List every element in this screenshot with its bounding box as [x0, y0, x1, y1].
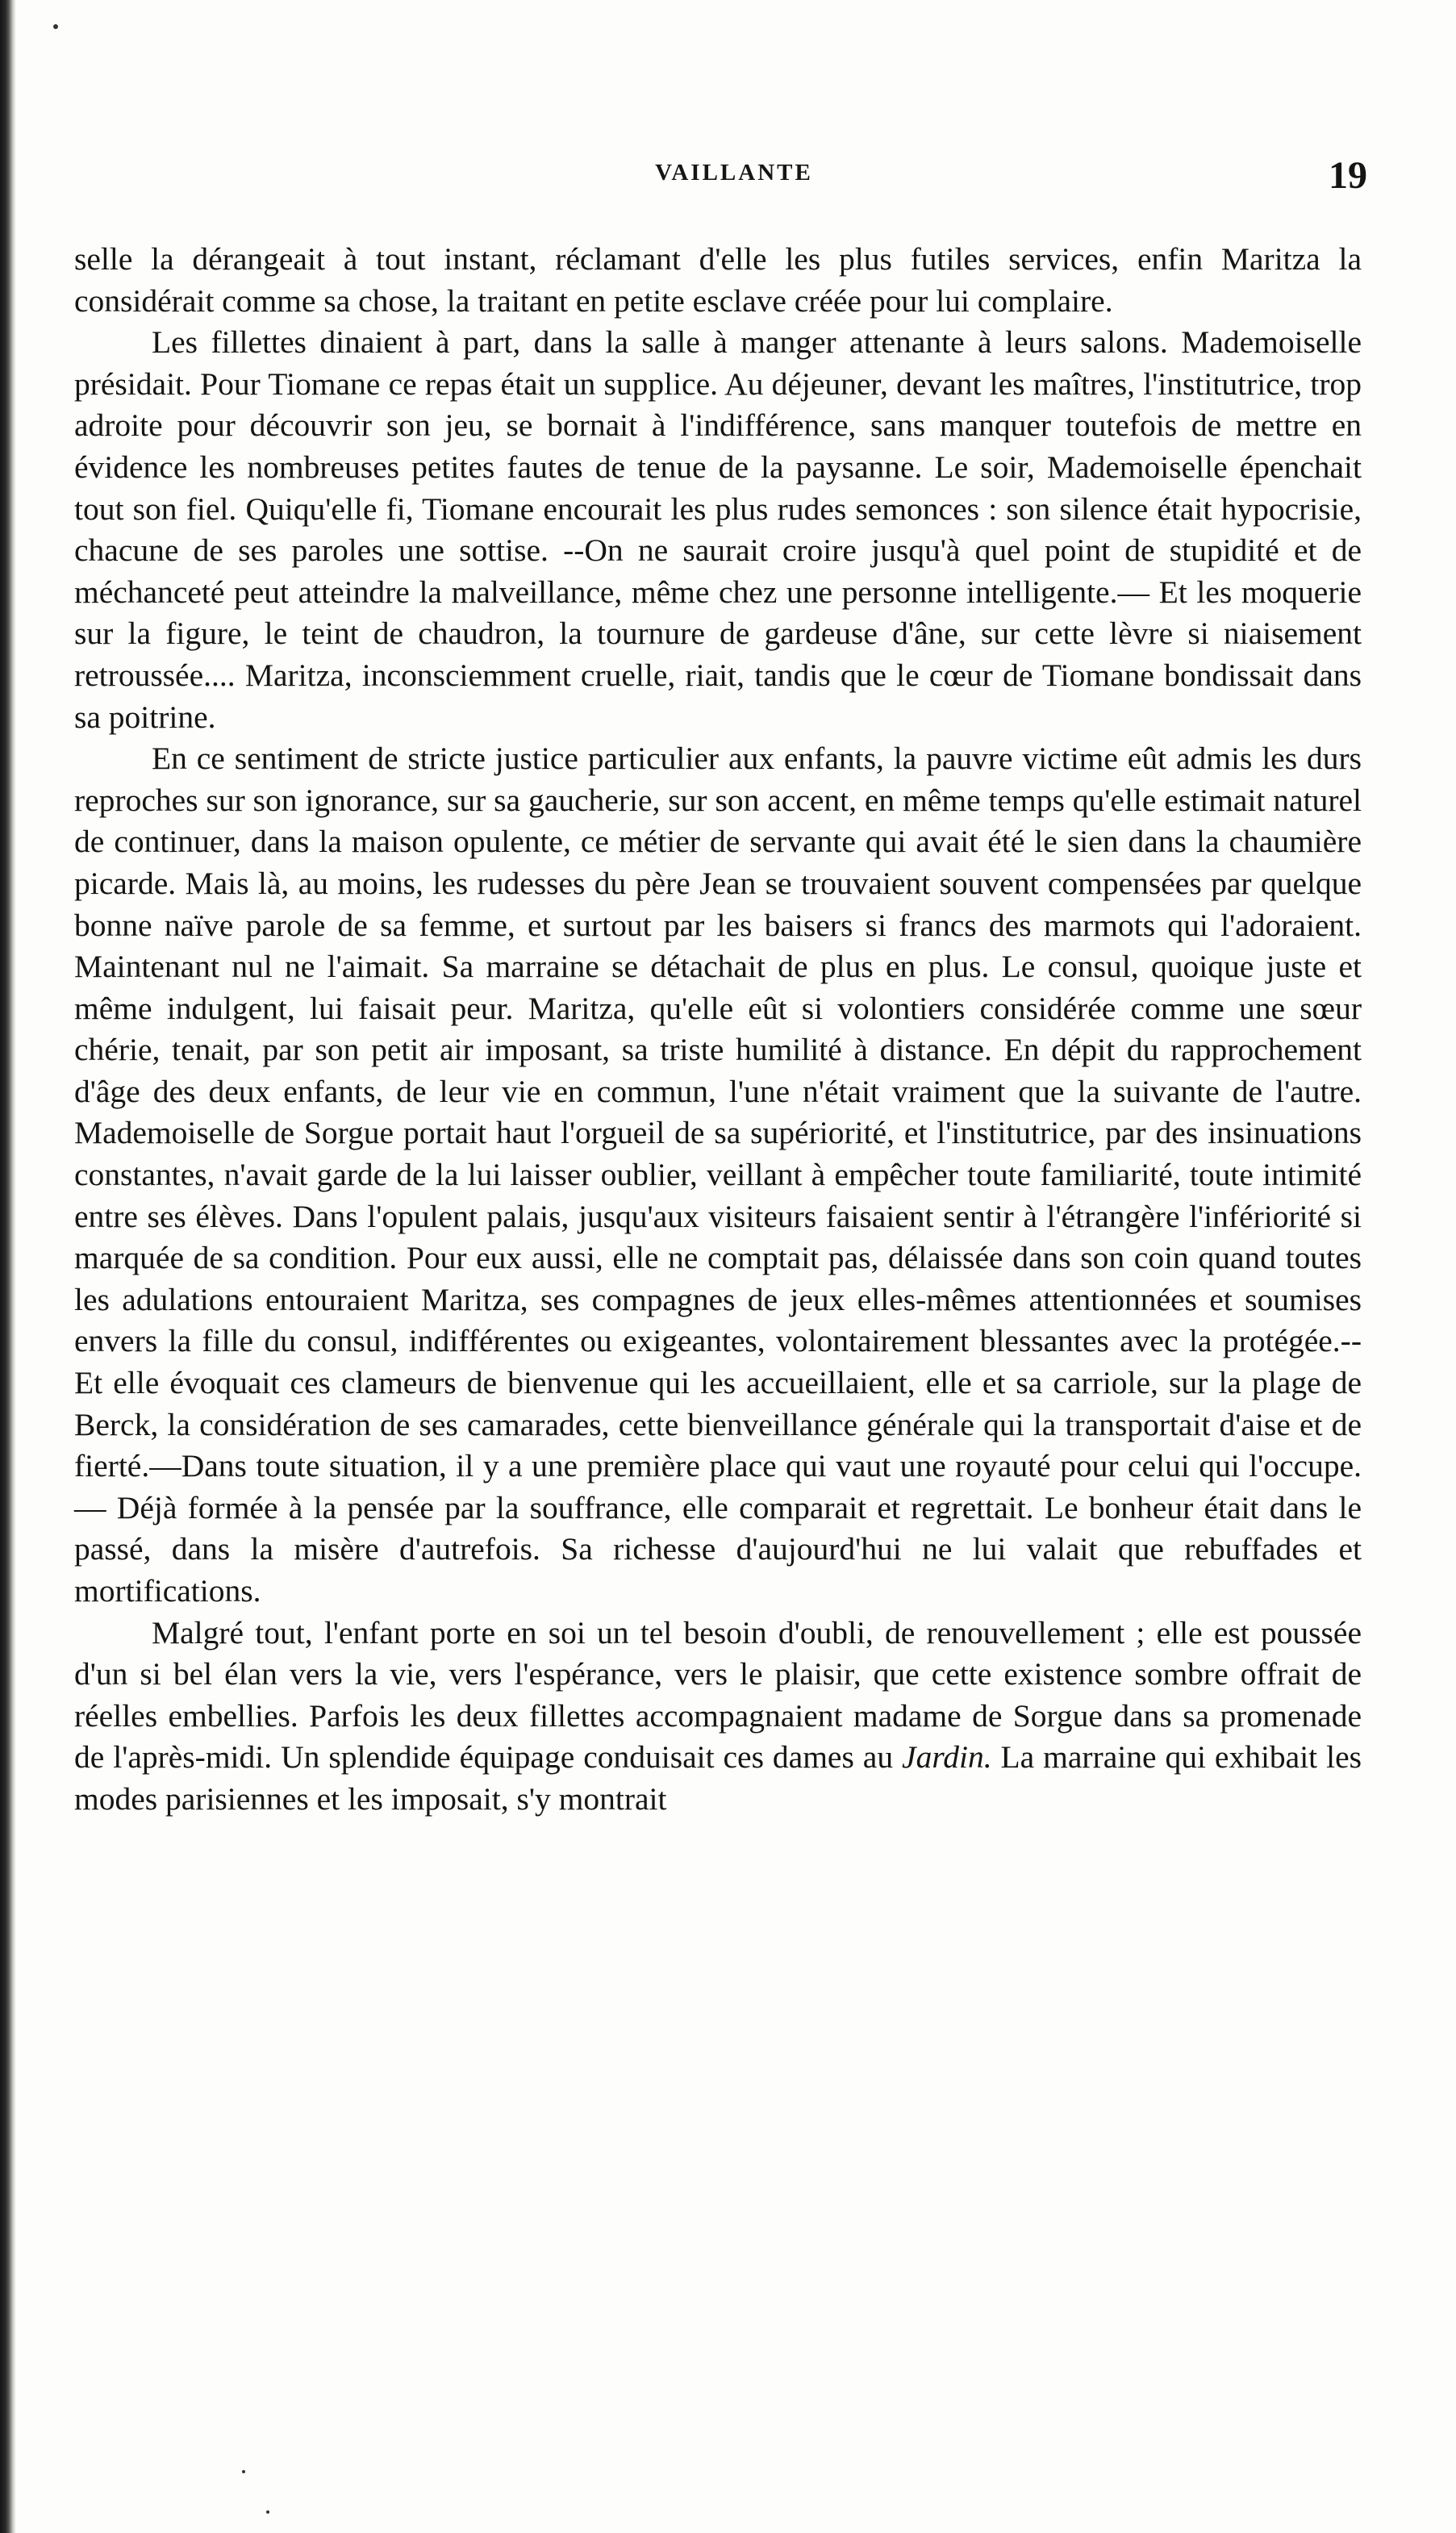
ink-speck — [242, 2470, 245, 2473]
paragraph: Les fillettes dinaient à part, dans la salle à manger attenante à leurs salons. Mademoiselle présidait. Pour Tiomane ce repas était un supplice. Au déjeuner, devant les maîtres, l'institutrice, trop adroite pour découvrir son jeu, se bornait à l'indifférence, sans manquer toutefois de mettre en évidence les nombreuses petites fautes de tenue de la paysanne. Le soir, Mademoiselle épenchait tout son fiel. Quiqu'elle fi, Tiomane encourait les plus rudes semonces : son silence était hypocrisie, chacune de ses paroles une sottise. --On ne saurait croire jusqu'à quel point de stupidité et de méchanceté peut atteindre la malveillance, même chez une personne intelligente.— Et les moquerie sur la figure, le teint de chaudron, la tournure de gardeuse d'âne, sur cette lèvre si niaisement retroussée.... Maritza, inconsciemment cruelle, riait, tandis que le cœur de Tiomane bondissait dans sa poitrine. — [74, 324, 1362, 735]
paragraph: En ce sentiment de stricte justice particulier aux enfants, la pauvre victime eût admis les durs reproches sur son ignorance, sur sa gaucherie, sur son accent, en même temps qu'elle estimait naturel de continuer, dans la maison opulente, ce métier de servante qui avait été le sien dans la chaumière picarde. Mais là, au moins, les rudesses du père Jean se trouvaient souvent compensées par quelque bonne naïve parole de sa femme, et surtout par les baisers si francs des marmots qui l'adoraient. Maintenant nul ne l'aimait. Sa marraine se détachait de plus en plus. Le consul, quoique juste et même indulgent, lui faisait peur. Maritza, qu'elle eût si volontiers considérée comme une sœur chérie, tenait, par son petit air imposant, sa triste humilité à distance. En dépit du rapprochement d'âge des deux enfants, de leur vie en commun, l'une n'était vraiment que la suivante de l'autre. Mademoiselle de Sorgue portait haut l'orgueil de sa supériorité, et l'institutrice, par des insinuations constantes, n'avait garde de la lui laisser oublier, veillant à empêcher toute familiarité, toute intimité entre ses élèves. Dans l'opulent palais, jusqu'aux visiteurs faisaient sentir à l'étrangère l'infériorité si marquée de sa condition. Pour eux aussi, elle ne comptait pas, délaissée dans son coin quand toutes les adulations entouraient Maritza, ses compagnes de jeux elles-mêmes attentionnées et soumises envers la fille du consul, indifférentes ou exigeantes, volontairement blessantes avec la protégée.-- Et elle évoquait ces clameurs de bienvenue qui les accueillaient, elle et sa carriole, sur la plage de Berck, la considération de ses camarades, cette bienveillance générale qui la transportait d'aise et de fierté.—Dans toute situation, il y a une première place qui vaut une royauté pour celui qui l'occupe.— Déjà formée à la pensée par la souffrance, elle comparait et regrettait. Le bonheur était dans le passé, dans la misère d'autrefois. Sa richesse d'aujourd'hui ne lui valait que rebuffades et mortifications. — [74, 741, 1362, 1609]
binding-edge — [0, 0, 16, 2533]
running-title: VAILLANTE — [655, 160, 813, 186]
paragraph-text: Malgré tout, l'enfant porte en soi un tel besoin d'oubli, de renouvellement ; elle est poussée d'un si bel élan vers la vie, vers l'espérance, vers le plaisir, que cette existence sombre offrait de réelles embellies. Parfois les deux fillettes accompagnaient madame de Sorgue dans sa promenade de l'après-midi. Un splendide équipage conduisait ces dames au — [74, 1614, 1362, 1776]
ink-speck — [53, 24, 58, 29]
italic-place-name: Jardin. — [902, 1739, 992, 1776]
ink-speck — [266, 2510, 269, 2514]
paragraph-text: La marraine qui exhibait les modes parisiennes et les imposait, s'y montrait — [74, 1739, 1362, 1817]
page-number: 19 — [1329, 154, 1367, 197]
paragraph — [74, 1613, 1362, 1821]
running-head — [0, 153, 1456, 202]
paragraph: selle la dérangeait à tout instant, réclamant d'elle les plus futiles services, enfin Maritza la considérait comme sa chose, la traitant en petite esclave créée pour lui complaire. — [74, 241, 1362, 319]
body-text — [74, 239, 1362, 1821]
